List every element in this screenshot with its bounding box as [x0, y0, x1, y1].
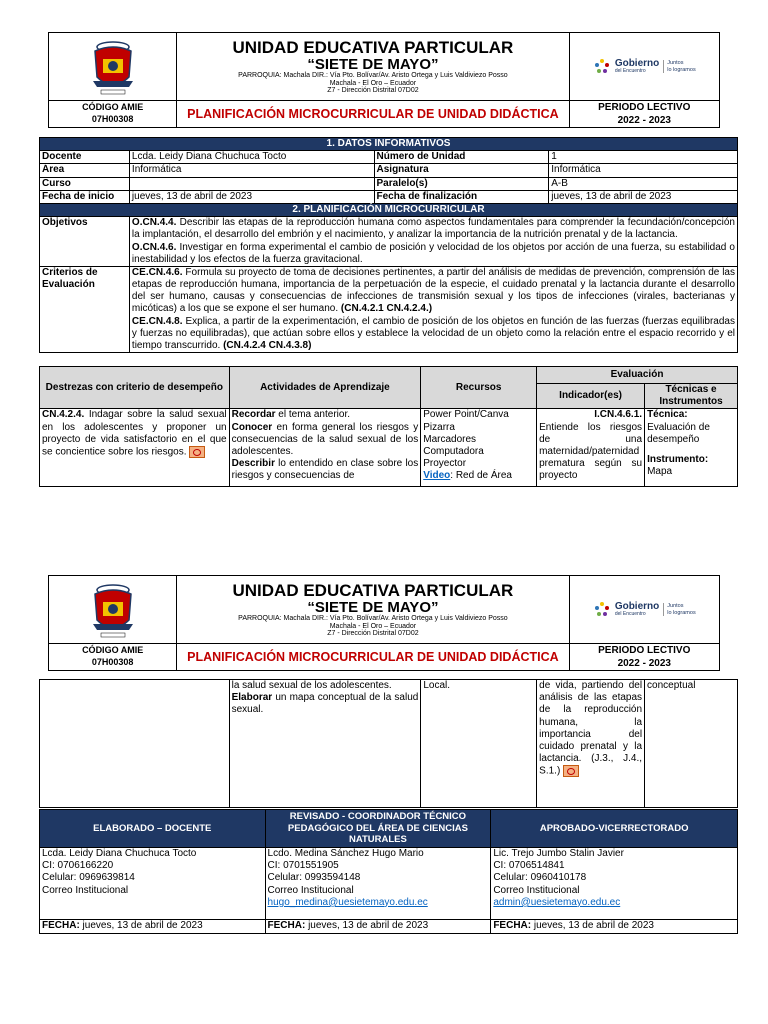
- activities-continued-table: [39, 679, 738, 808]
- crit1-code: CE.CN.4.6.: [131, 266, 183, 278]
- document-link-icon[interactable]: [189, 446, 205, 458]
- fecha-value: jueves, 13 de abril de 2023: [531, 920, 654, 931]
- paralelo-value: A-B: [549, 177, 738, 190]
- act3-text: lo entendido en clase sobre los riesgos y consecuencias de: [231, 458, 419, 482]
- datos-table: [39, 137, 738, 353]
- col-indicador: Indicador(es): [537, 384, 645, 409]
- act1-text: el tema anterior.: [275, 409, 350, 421]
- p1-mail-label: Correo Institucional: [42, 884, 129, 896]
- actividades-cell: [229, 409, 421, 487]
- recurso-video-cont: Local.: [423, 680, 451, 691]
- amie-code: 07H00308: [91, 657, 134, 667]
- amie-code: 07H00308: [91, 114, 134, 124]
- criterios-label: Criterios de Evaluación: [40, 266, 130, 352]
- school-district: Z7 - Dirección Distrital 07D02: [327, 629, 419, 637]
- objetivos-label: Objetivos: [40, 217, 130, 267]
- firma-vicerrector: [491, 848, 738, 920]
- revisado-header: REVISADO - COORDINADOR TÉCNICO PEDAGÓGICO DEL ÁREA DE CIENCIAS NATURALES: [265, 810, 491, 848]
- asignatura-label: Asignatura: [374, 164, 549, 177]
- col-recursos: Recursos: [421, 367, 537, 409]
- crit2-code: CE.CN.4.8.: [131, 315, 183, 327]
- document-link-icon[interactable]: [563, 765, 579, 777]
- p1-cel: Celular: 0969639814: [42, 872, 135, 884]
- p3-mail-label: Correo Institucional: [493, 884, 580, 896]
- firma-docente: [40, 848, 266, 920]
- actividades-cont-cell: [229, 680, 421, 808]
- tec-value: Evaluación de desempeño: [647, 421, 710, 445]
- school-subname: “SIETE DE MAYO”: [307, 55, 439, 73]
- firma-coordinador: [265, 848, 491, 920]
- inicio-label: Fecha de inicio: [40, 190, 130, 203]
- p2-ci: CI: 0701551905: [267, 860, 339, 872]
- col-tecnicas: Técnicas e Instrumentos: [645, 384, 738, 409]
- page1-header: [48, 32, 720, 128]
- school-info: [177, 33, 569, 101]
- gov-name: Gobierno: [614, 58, 660, 69]
- fecha-coordinador: [265, 920, 491, 934]
- recursos-cell: [421, 409, 537, 487]
- gov-logo: [569, 33, 719, 101]
- tecnicas-cell: [645, 409, 738, 487]
- p1-name: Lcda. Leidy Diana Chuchuca Tocto: [42, 848, 197, 859]
- gov-slogan1: Juntos: [667, 603, 684, 610]
- crit2-text: Explica, a partir de la experimentación, el cambio de posición de los objetos en función de las fuerzas (fuerzas equilibradas y fuerzas no equilibradas), que actúan sobre ellos y establece la velocidad de un objeto como la relación entre el espacio recorrido y el tiempo transcurrido.: [131, 315, 735, 351]
- inst-cont: conceptual: [647, 680, 696, 691]
- destreza-text: Indagar sobre la salud sexual en los adolescentes y proponer un proyecto de vida satisfactorio en el que se concientice sobre los riesgos.: [42, 409, 227, 458]
- act4-text: un mapa conceptual de la salud sexual.: [231, 692, 419, 716]
- act2-text: en forma general los riesgos y consecuencias de la salud sexual de los adolescentes.: [231, 421, 419, 457]
- destreza-code: CN.4.2.4.: [42, 409, 85, 421]
- fecha-value: jueves, 13 de abril de 2023: [305, 920, 429, 931]
- activities-table: [39, 366, 738, 487]
- obj2-text: Investigar en forma experimental el cambio de posición y velocidad de los objetos por acción de una fuerza, su estabilidad o inestabilidad y los efectos de la fuerza gravitacional.: [131, 241, 735, 265]
- periodo-label: PERIODO LECTIVO: [598, 102, 691, 113]
- recursos-cont-cell: [421, 680, 537, 808]
- gov-sub: del Encuentro: [614, 68, 646, 74]
- fecha-docente: [40, 920, 266, 934]
- p3-cel: Celular: 0960410178: [493, 872, 587, 884]
- indicador-cont-cell: [537, 680, 645, 808]
- fin-label: Fecha de finalización: [374, 190, 549, 203]
- periodo-label: PERIODO LECTIVO: [598, 645, 691, 656]
- inicio-value: jueves, 13 de abril de 2023: [129, 190, 374, 203]
- fecha-value: jueves, 13 de abril de 2023: [79, 920, 203, 931]
- objetivos-text: [129, 217, 737, 267]
- obj2-code: O.CN.4.6.: [131, 241, 177, 253]
- gov-slogan2: lo logramos: [667, 66, 696, 73]
- school-city: Machala - El Oro – Ecuador: [329, 79, 417, 87]
- curso-label: Curso: [40, 177, 130, 190]
- periodo-value: 2022 - 2023: [617, 115, 671, 126]
- recurso-video-text: : Red de Área: [450, 470, 512, 482]
- area-value: Informática: [129, 164, 374, 177]
- school-logo: [49, 576, 177, 644]
- periodo-cell: [569, 644, 719, 671]
- paralelo-label: Paralelo(s): [374, 177, 549, 190]
- tecnicas-cont-cell: [645, 680, 738, 808]
- video-link[interactable]: Video: [423, 470, 451, 482]
- periodo-cell: [569, 101, 719, 128]
- recurso-item: Marcadores: [423, 433, 477, 445]
- docente-label: Docente: [40, 151, 130, 164]
- p2-email-link[interactable]: hugo_medina@uesietemayo.edu.ec: [267, 896, 428, 908]
- fecha-label: FECHA:: [493, 920, 532, 931]
- gov-star-icon: [593, 58, 611, 76]
- act2-bold: Conocer: [231, 421, 273, 433]
- firmas-table: [39, 809, 738, 934]
- destreza-cont-cell: [40, 680, 230, 808]
- ind-text: Entiende los riesgos de una maternidad/paternidad prematura según su proyecto: [539, 421, 643, 482]
- school-district: Z7 - Dirección Distrital 07D02: [327, 86, 419, 94]
- crit2-ref: (CN.4.2.4 CN.4.3.8): [223, 340, 312, 351]
- recurso-item: Computadora: [423, 445, 484, 457]
- destreza-cell: [40, 409, 230, 487]
- act3-cont: la salud sexual de los adolescentes.: [231, 680, 392, 691]
- asignatura-value: Informática: [549, 164, 738, 177]
- gov-name: Gobierno: [614, 601, 660, 612]
- indicador-cell: [537, 409, 645, 487]
- act4-bold: Elaborar: [231, 692, 273, 704]
- area-label: Área: [40, 164, 130, 177]
- recurso-item: Proyector: [423, 458, 467, 470]
- fecha-vicerrector: [491, 920, 738, 934]
- school-subname: “SIETE DE MAYO”: [307, 598, 439, 616]
- obj1-text: Describir las etapas de la reproducción humana como aspectos fundamentales para comprender la fecundación/concepción la implantación, el desarrollo del embrión y el nacimiento, y analizar la importancia de la nutrición prenatal y de la lactancia.: [131, 217, 735, 241]
- act1-bold: Recordar: [231, 409, 276, 421]
- gov-slogan1: Juntos: [667, 60, 684, 67]
- fecha-label: FECHA:: [42, 920, 80, 931]
- p2-cel: Celular: 0993594148: [267, 872, 361, 884]
- p1-ci: CI: 0706166220: [42, 860, 114, 872]
- p3-ci: CI: 0706514841: [493, 860, 565, 872]
- act3-bold: Describir: [231, 458, 275, 470]
- amie-cell: [49, 101, 177, 128]
- school-name: UNIDAD EDUCATIVA PARTICULAR: [232, 37, 514, 57]
- tec-label: Técnica:: [647, 409, 688, 421]
- section-plan-title: 2. PLANIFICACIÓN MICROCURRICULAR: [40, 203, 738, 216]
- section-datos-title: 1. DATOS INFORMATIVOS: [40, 138, 738, 151]
- plan-title: PLANIFICACIÓN MICROCURRICULAR DE UNIDAD DIDÁCTICA: [177, 101, 569, 128]
- school-address: PARROQUIA: Machala DIR.: Vía Pto. Bolívar/Av. Aristo Ortega y Luis Valdiviezo Posso: [238, 72, 508, 80]
- amie-label: CÓDIGO AMIE: [82, 645, 144, 656]
- fin-value: jueves, 13 de abril de 2023: [549, 190, 738, 203]
- curso-value: [129, 177, 374, 190]
- ind-code: I.CN.4.6.1.: [594, 409, 643, 421]
- p2-name: Lcdo. Medina Sánchez Hugo Mario: [267, 848, 424, 859]
- p2-mail-label: Correo Institucional: [267, 884, 354, 896]
- p3-email-link[interactable]: admin@uesietemayo.edu.ec: [493, 896, 621, 908]
- school-city: Machala - El Oro – Ecuador: [329, 622, 417, 630]
- school-info: [177, 576, 569, 644]
- elaborado-header: ELABORADO – DOCENTE: [40, 810, 266, 848]
- school-crest-icon: [83, 580, 143, 640]
- unidad-value: 1: [549, 151, 738, 164]
- ind-cont: de vida, partiendo del análisis de las etapas de la reproducción humana, la importancia del cuidado prenatal y la lactancia. (J.3., J.4., S.1.): [539, 680, 643, 777]
- docente-value: Lcda. Leidy Diana Chuchuca Tocto: [129, 151, 374, 164]
- recurso-item: Pizarra: [423, 421, 455, 433]
- obj1-code: O.CN.4.4.: [131, 217, 177, 229]
- aprobado-header: APROBADO-VICERRECTORADO: [491, 810, 738, 848]
- school-logo: [49, 33, 177, 101]
- page2-header: [48, 575, 720, 671]
- col-evaluacion: Evaluación: [537, 367, 738, 384]
- school-address: PARROQUIA: Machala DIR.: Vía Pto. Bolívar/Av. Aristo Ortega y Luis Valdiviezo Posso: [238, 615, 508, 623]
- amie-label: CÓDIGO AMIE: [82, 102, 144, 113]
- amie-cell: [49, 644, 177, 671]
- school-name: UNIDAD EDUCATIVA PARTICULAR: [232, 580, 514, 600]
- p3-name: Lic. Trejo Jumbo Stalin Javier: [493, 848, 624, 859]
- crit1-text: Formula su proyecto de toma de decisiones pertinentes, a partir del análisis de medidas de prevención, comprensión de las etapas de reproducción humana, importancia de la perpetuación de la especie, el cuidado prenatal y la lactancia durante el desarrollo del ser humano, causas y consecuencias de infecciones de transmisión sexual y los tipos de infecciones (virales, bacterianas y micóticas) a los que se expone el ser humano.: [131, 266, 735, 315]
- crit1-ref: (CN.4.2.1 CN.4.2.4.): [340, 303, 433, 315]
- gov-star-icon: [593, 601, 611, 619]
- col-actividades: Actividades de Aprendizaje: [229, 367, 421, 409]
- plan-title: PLANIFICACIÓN MICROCURRICULAR DE UNIDAD DIDÁCTICA: [177, 644, 569, 671]
- gov-sub: del Encuentro: [614, 611, 646, 617]
- unidad-label: Número de Unidad: [374, 151, 549, 164]
- gov-slogan2: lo logramos: [667, 609, 696, 616]
- periodo-value: 2022 - 2023: [617, 658, 671, 669]
- recurso-item: Power Point/Canva: [423, 409, 509, 421]
- school-crest-icon: [83, 37, 143, 97]
- fecha-label: FECHA:: [267, 920, 306, 931]
- inst-value: Mapa: [647, 466, 673, 478]
- col-destrezas: Destrezas con criterio de desempeño: [40, 367, 230, 409]
- criterios-text: [129, 266, 737, 352]
- gov-logo: [569, 576, 719, 644]
- inst-label: Instrumento:: [647, 453, 709, 465]
